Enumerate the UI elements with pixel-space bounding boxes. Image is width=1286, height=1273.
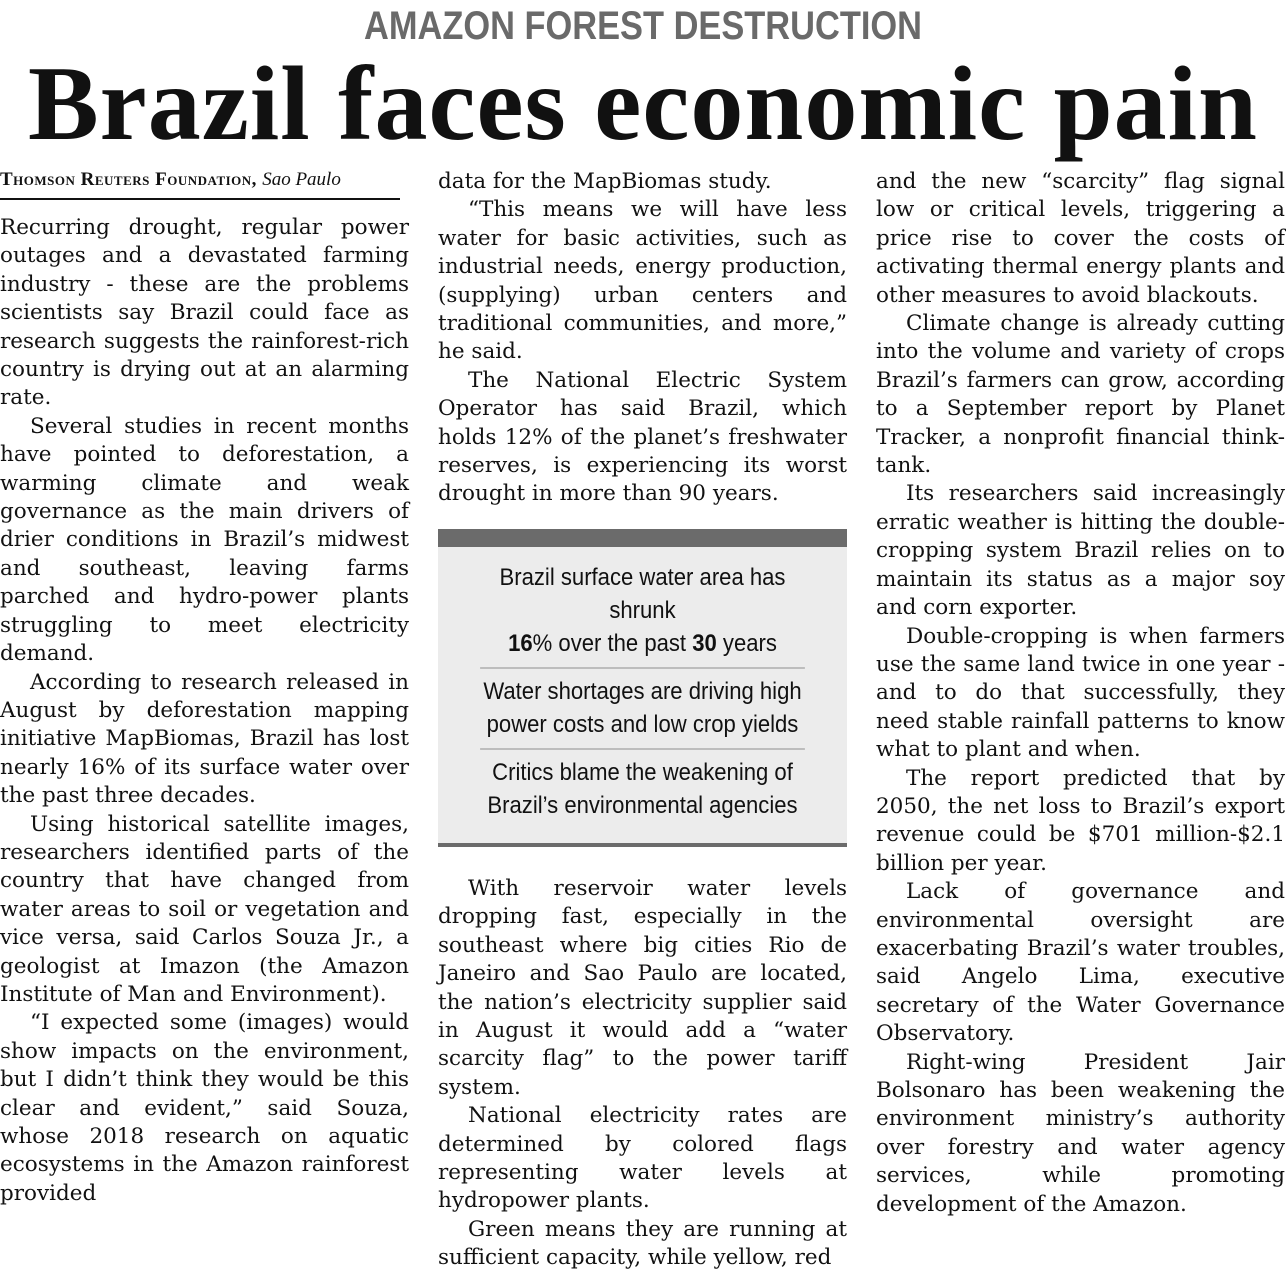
paragraph: The National Electric System Operator has said Brazil, which holds 12% of the planet’s freshwater reserves, is experiencing its worst drought in more than 90 years. [438,367,847,507]
article-column-2 [438,168,847,1273]
callout-item-water-area [480,555,805,667]
paragraph: Its researchers said increasingly erratic weather is hitting the double-cropping system Brazil relies on to maintain its status as a major soy and corn exporter. [876,481,1285,621]
article-column-3 [876,168,1285,1219]
highlights-callout-box [438,529,847,847]
paragraph: Several studies in recent months have pointed to deforestation, a warming climate and weak governance as the main drivers of drier conditions in Brazil’s midwest and southeast, leaving farms parched and hydro-power plants struggling to meet electricity demand. [0,413,409,667]
paragraph: data for the MapBiomas study. [438,169,772,194]
paragraph: Green means they are running at sufficient capacity, while yellow, red [438,1216,847,1271]
paragraph: “This means we will have less water for basic activities, such as industrial needs, energy production, (supplying) urban centers and traditional communities, and more,” he said. [438,197,847,365]
paragraph: and the new “scarcity” flag signal low or critical levels, triggering a price rise to cover the costs of activating thermal energy plants and other measures to avoid blackouts. [876,169,1285,308]
paragraph: National electricity rates are determined by colored flags representing water levels at hydropower plants. [438,1103,847,1214]
callout-text: years [722,629,777,657]
article-column-1 [0,168,409,1208]
paragraph: Double-cropping is when farmers use the same land twice in one year - and to do that successfully, they need stable rainfall patterns to know what to plant and when. [876,623,1285,763]
paragraph: With reservoir water levels dropping fast, especially in the southeast where big cities Rio de Janeiro and Sao Paulo are located, the nation’s electricity supplier said in August it would add a “water scarcity flag” to the power tariff system. [438,875,847,1100]
byline [0,168,400,200]
byline-city: Sao Paulo [262,169,341,190]
paragraph: Recurring drought, regular power outages and a devastated farming industry - these are the problems scientists say Brazil could face as research suggests the rainforest-rich country is drying out at an alarming rate. [0,215,409,411]
callout-years: 30 [692,629,717,657]
section-kicker: AMAZON FOREST DESTRUCTION [363,4,923,48]
callout-text: Brazil surface water area has shrunk [499,563,786,624]
byline-source: Thomson Reuters Foundation, [0,169,257,190]
paragraph: Using historical satellite images, researchers identified parts of the country that have changed from water areas to soil or vegetation and vice versa, said Carlos Souza Jr., a geologist at Imazon (the Amazon Institute of Man and Environment). [0,811,409,1007]
paragraph: “I expected some (images) would show impacts on the environment, but I didn’t think they would be this clear and evident,” said Souza, whose 2018 research on aquatic ecosystems in the Amazon rainforest provided [0,1010,409,1206]
paragraph: The report predicted that by 2050, the net loss to Brazil’s export revenue could be $701 million-$2.1 billion per year. [876,765,1285,876]
headline: Brazil faces economic pain [27,45,1259,162]
paragraph: Lack of governance and environmental oversight are exacerbating Brazil’s water troubles, said Angelo Lima, executive secretary of the Water Governance Observatory. [876,879,1285,1047]
callout-item-critics: Critics blame the weakening of Brazil’s environmental agencies [480,748,805,829]
paragraph: Climate change is already cutting into the volume and variety of crops Brazil’s farmers can grow, according to a September report by Planet Tracker, a nonprofit financial think-tank. [876,311,1285,479]
paragraph: According to research released in August by deforestation mapping initiative MapBiomas, Brazil has lost nearly 16% of its surface water over the past three decades. [0,669,409,809]
callout-text: % over the past [532,629,687,657]
callout-percent: 16 [508,629,533,657]
callout-item-shortages: Water shortages are driving high power costs and low crop yields [480,667,805,748]
paragraph: Right-wing President Jair Bolsonaro has been weakening the environment ministry’s authority over forestry and water agency services, while promoting development of the Amazon. [876,1049,1285,1217]
